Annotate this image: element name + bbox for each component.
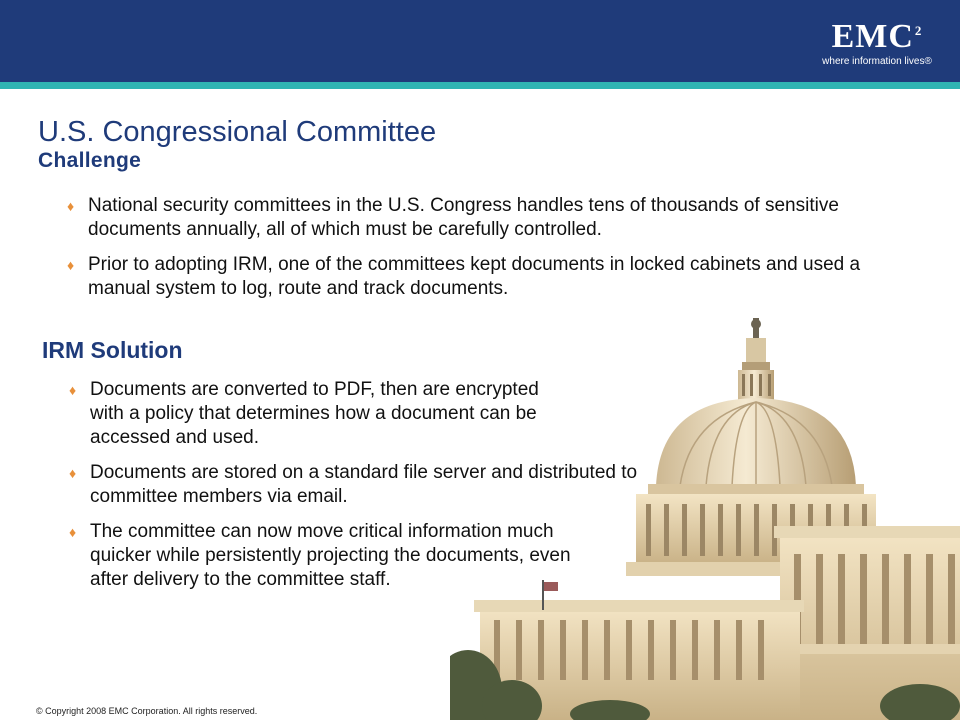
- bullet-icon: ♦: [67, 257, 75, 273]
- copyright-notice: © Copyright 2008 EMC Corporation. All rights reserved.: [36, 706, 258, 716]
- bullet-icon: ♦: [67, 198, 75, 214]
- slide-subtitle: Challenge: [38, 149, 142, 172]
- header-band: [0, 0, 960, 82]
- bullet-icon: ♦: [69, 382, 77, 398]
- challenge-bullet-list: [64, 194, 924, 312]
- bullet-icon: ♦: [69, 524, 77, 540]
- logo-name: EMC: [831, 18, 914, 55]
- bullet-icon: ♦: [69, 465, 77, 481]
- solution-heading: IRM Solution: [42, 337, 183, 363]
- bullet-item: [64, 253, 924, 301]
- slide-title: U.S. Congressional Committee: [38, 116, 437, 148]
- emc-logo: [822, 20, 932, 68]
- solution-bullet-list: [66, 378, 646, 603]
- logo-tagline: where information lives®: [822, 56, 932, 67]
- bullet-text: Prior to adopting IRM, one of the committees kept documents in locked cabinets and used a manual system to log, route and track documents.: [88, 254, 861, 299]
- bullet-item: [66, 461, 646, 509]
- bullet-text: The committee can now move critical information much quicker while persistently projecting the documents, even after delivery to the committee staff.: [90, 521, 571, 590]
- bullet-text: Documents are converted to PDF, then are encrypted with a policy that determines how a document can be accessed and used.: [90, 379, 539, 448]
- bullet-item: [66, 378, 646, 450]
- logo-superscript: 2: [914, 23, 923, 38]
- bullet-text: Documents are stored on a standard file server and distributed to committee members via email.: [90, 462, 638, 507]
- bullet-item: [64, 194, 924, 242]
- accent-stripe: [0, 82, 960, 89]
- bullet-item: [66, 520, 646, 592]
- bullet-text: National security committees in the U.S. Congress handles tens of thousands of sensitive documents annually, all of which must be carefully controlled.: [88, 195, 839, 240]
